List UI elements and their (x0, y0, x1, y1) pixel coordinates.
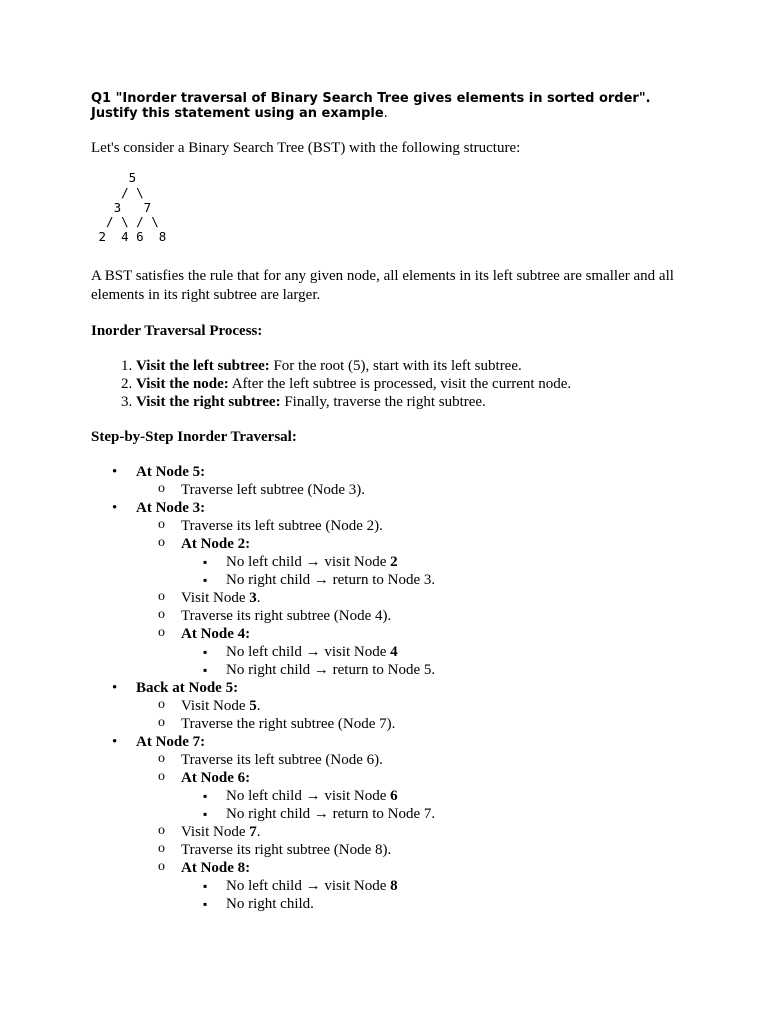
traversal-node-item (91, 733, 691, 913)
visited-value: 7 (249, 823, 257, 840)
action-text: Traverse left subtree (Node 3). (181, 481, 365, 498)
node-title: At Node 3: (136, 499, 206, 516)
subnode-actions (181, 877, 691, 913)
subaction-item (181, 787, 691, 805)
subaction-text: No left child → visit Node (226, 787, 391, 804)
traversal-node-item (91, 463, 691, 499)
subnode-title: At Node 8: (181, 859, 251, 876)
action-text: Traverse its left subtree (Node 2). (181, 517, 383, 534)
action-text: Traverse its right subtree (Node 8). (181, 841, 392, 858)
subaction-text: No right child → return to Node 7. (226, 805, 436, 822)
node-title: At Node 5: (136, 463, 206, 480)
bst-rule-paragraph: A BST satisfies the rule that for any given node, all elements in its left subtree are smaller and all elements in its right subtree are larger. (91, 267, 674, 303)
node-actions (136, 517, 691, 679)
subaction-text: No left child → visit Node (226, 877, 391, 894)
process-steps-list (91, 357, 691, 411)
action-item (136, 859, 691, 913)
subaction-item (181, 571, 691, 589)
action-item (136, 607, 691, 625)
traversal-node-item (91, 499, 691, 679)
action-item (136, 715, 691, 733)
subaction-item (181, 895, 691, 913)
subaction-item (181, 661, 691, 679)
process-step-text: For the root (5), start with its left subtree. (269, 357, 522, 374)
subnode-actions (181, 787, 691, 823)
subaction-text: No right child → return to Node 5. (226, 661, 436, 678)
node-actions (136, 751, 691, 913)
action-item (136, 823, 691, 841)
node-actions (136, 697, 691, 733)
node-title: Back at Node 5: (136, 679, 239, 696)
action-text: Traverse its right subtree (Node 4). (181, 607, 392, 624)
action-text: Visit Node (181, 697, 250, 714)
subnode-title: At Node 4: (181, 625, 251, 642)
process-step-title: Visit the node: (136, 375, 229, 392)
action-item (136, 535, 691, 589)
visited-value: 2 (390, 553, 398, 570)
action-text-end: . (256, 823, 261, 840)
action-text: Visit Node (181, 823, 250, 840)
traversal-node-item (91, 679, 691, 733)
action-item (136, 517, 691, 535)
subaction-item (181, 553, 691, 571)
bst-tree-diagram: 5 / \ 3 7 / \ / \ 2 4 6 8 (98, 170, 167, 245)
process-step-text: Finally, traverse the right subtree. (280, 393, 486, 410)
process-step (136, 393, 691, 411)
process-step-title: Visit the left subtree: (136, 357, 270, 374)
subaction-item (181, 643, 691, 661)
subaction-text: No left child → visit Node (226, 553, 391, 570)
subaction-text: No right child. (226, 895, 314, 912)
action-item (136, 697, 691, 715)
action-text-end: . (256, 589, 261, 606)
action-item (136, 769, 691, 823)
process-heading: Inorder Traversal Process: (91, 322, 263, 339)
document-page (91, 91, 691, 913)
intro-paragraph: Let's consider a Binary Search Tree (BST) with the following structure: (91, 140, 521, 156)
question-end-mark: . (383, 106, 388, 121)
subaction-item (181, 805, 691, 823)
subnode-title: At Node 2: (181, 535, 251, 552)
node-title: At Node 7: (136, 733, 206, 750)
stepwise-heading: Step-by-Step Inorder Traversal: (91, 428, 297, 445)
action-item (136, 751, 691, 769)
subnode-title: At Node 6: (181, 769, 251, 786)
question-text: Q1 "Inorder traversal of Binary Search Tree gives elements in sorted order". Justify this statement using an example (91, 91, 651, 121)
subaction-text: No left child → visit Node (226, 643, 391, 660)
action-item (136, 841, 691, 859)
node-actions (136, 481, 691, 499)
action-item (136, 481, 691, 499)
subnode-actions (181, 643, 691, 679)
question-heading (91, 91, 691, 121)
process-step-text: After the left subtree is processed, visit the current node. (228, 375, 572, 392)
action-item (136, 589, 691, 607)
visited-value: 8 (390, 877, 398, 894)
action-text: Traverse its left subtree (Node 6). (181, 751, 383, 768)
action-text: Visit Node (181, 589, 250, 606)
visited-value: 6 (390, 787, 398, 804)
visited-value: 3 (249, 589, 257, 606)
subaction-text: No right child → return to Node 3. (226, 571, 436, 588)
subaction-item (181, 877, 691, 895)
visited-value: 5 (249, 697, 257, 714)
visited-value: 4 (390, 643, 398, 660)
process-step (136, 375, 691, 393)
action-text-end: . (256, 697, 261, 714)
subnode-actions (181, 553, 691, 589)
traversal-list (91, 463, 691, 913)
action-item (136, 625, 691, 679)
process-step-title: Visit the right subtree: (136, 393, 281, 410)
process-step (136, 357, 691, 375)
action-text: Traverse the right subtree (Node 7). (181, 715, 396, 732)
